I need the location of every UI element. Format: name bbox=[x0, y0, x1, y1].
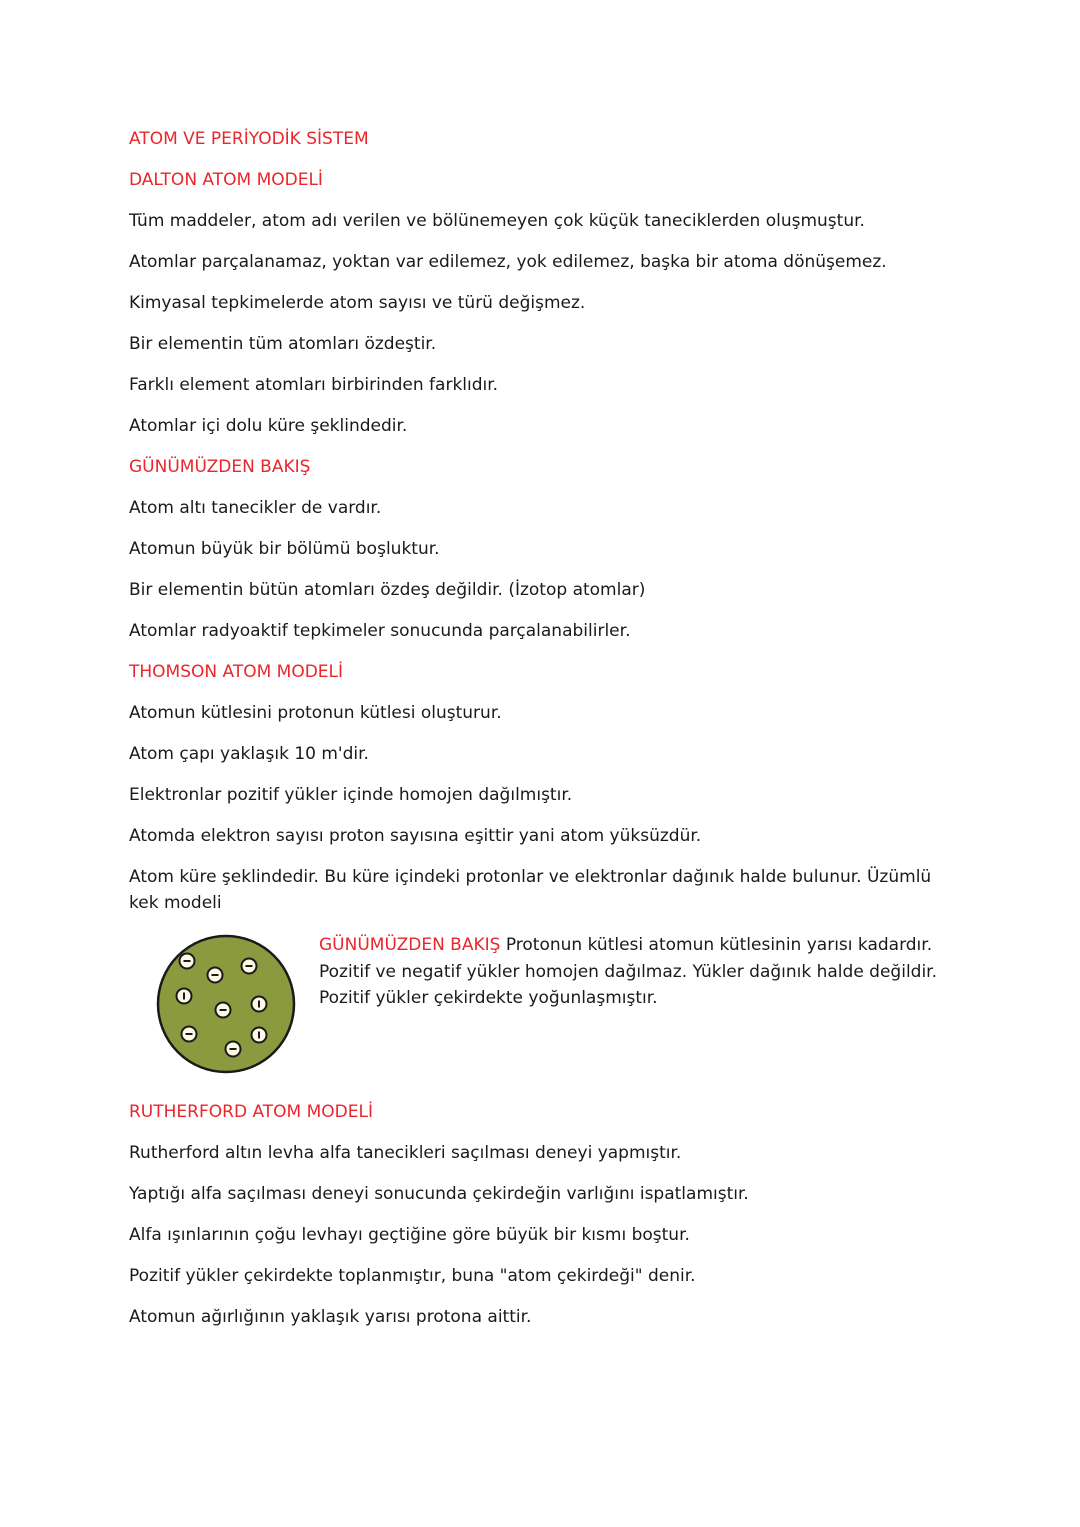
electron-icon bbox=[182, 1027, 197, 1042]
dalton-item: Atomlar içi dolu küre şeklindedir. bbox=[129, 416, 408, 436]
thomson-item: Atom çapı yaklaşık 10 m'dir. bbox=[129, 744, 369, 764]
thomson-today-text: Pozitif ve negatif yükler homojen dağılmaz. Yükler dağınık halde değildir. bbox=[319, 961, 938, 982]
dalton-item: Farklı element atomları birbirinden farklıdır. bbox=[129, 375, 499, 395]
rutherford-item: Alfa ışınlarının çoğu levhayı geçtiğine göre büyük bir kısmı boştur. bbox=[129, 1225, 690, 1245]
thomson-item: Elektronlar pozitif yükler içinde homojen dağılmıştır. bbox=[129, 785, 573, 805]
rutherford-heading: RUTHERFORD ATOM MODELİ bbox=[129, 1102, 373, 1122]
rutherford-item: Pozitif yükler çekirdekte toplanmıştır, buna "atom çekirdeği" denir. bbox=[129, 1266, 696, 1286]
rutherford-item: Atomun ağırlığının yaklaşık yarısı protona aittir. bbox=[129, 1307, 532, 1327]
electron-icon bbox=[242, 959, 257, 974]
rutherford-item: Rutherford altın levha alfa tanecikleri saçılması deneyi yapmıştır. bbox=[129, 1143, 682, 1163]
thomson-item: Atomun kütlesini protonun kütlesi oluşturur. bbox=[129, 703, 502, 723]
thomson-figure-row bbox=[129, 931, 949, 1099]
electron-icon bbox=[252, 1028, 267, 1043]
electron-icon bbox=[216, 1003, 231, 1018]
thomson-today-paragraph bbox=[319, 932, 959, 1012]
dalton-today-item: Atomun büyük bir bölümü boşluktur. bbox=[129, 539, 440, 559]
thomson-item: Atomda elektron sayısı proton sayısına eşittir yani atom yüksüzdür. bbox=[129, 826, 702, 846]
document-title: ATOM VE PERİYODİK SİSTEM bbox=[129, 129, 369, 149]
dalton-item: Bir elementin tüm atomları özdeştir. bbox=[129, 334, 437, 354]
thomson-heading: THOMSON ATOM MODELİ bbox=[129, 662, 344, 682]
dalton-today-item: Atom altı tanecikler de vardır. bbox=[129, 498, 382, 518]
electron-icon bbox=[180, 954, 195, 969]
dalton-item: Kimyasal tepkimelerde atom sayısı ve türü değişmez. bbox=[129, 293, 586, 313]
dalton-heading: DALTON ATOM MODELİ bbox=[129, 170, 323, 190]
dalton-item: Atomlar parçalanamaz, yoktan var edilemez, yok edilemez, başka bir atoma dönüşemez. bbox=[129, 252, 887, 272]
thomson-today-text: Pozitif yükler çekirdekte yoğunlaşmıştır. bbox=[319, 988, 658, 1008]
thomson-item: Atom küre şeklindedir. Bu küre içindeki protonlar ve elektronlar dağınık halde bulunur. Üzümlü kek modeli bbox=[129, 867, 932, 913]
electron-icon bbox=[226, 1042, 241, 1057]
dalton-today-item: Atomlar radyoaktif tepkimeler sonucunda parçalanabilirler. bbox=[129, 621, 631, 641]
electron-icon bbox=[177, 989, 192, 1004]
thomson-atom-illustration bbox=[155, 933, 297, 1075]
document-page bbox=[129, 126, 949, 1345]
dalton-today-heading: GÜNÜMÜZDEN BAKIŞ bbox=[129, 457, 311, 477]
thomson-today-text: Protonun kütlesi atomun kütlesinin yarısı kadardır. bbox=[500, 935, 933, 955]
dalton-today-item: Bir elementin bütün atomları özdeş değildir. (İzotop atomlar) bbox=[129, 580, 646, 600]
dalton-item: Tüm maddeler, atom adı verilen ve bölünemeyen çok küçük taneciklerden oluşmuştur. bbox=[129, 211, 865, 231]
electron-icon bbox=[208, 968, 223, 983]
thomson-today-heading: GÜNÜMÜZDEN BAKIŞ bbox=[319, 935, 501, 955]
electron-icon bbox=[252, 997, 267, 1012]
rutherford-item: Yaptığı alfa saçılması deneyi sonucunda çekirdeğin varlığını ispatlamıştır. bbox=[129, 1184, 749, 1204]
